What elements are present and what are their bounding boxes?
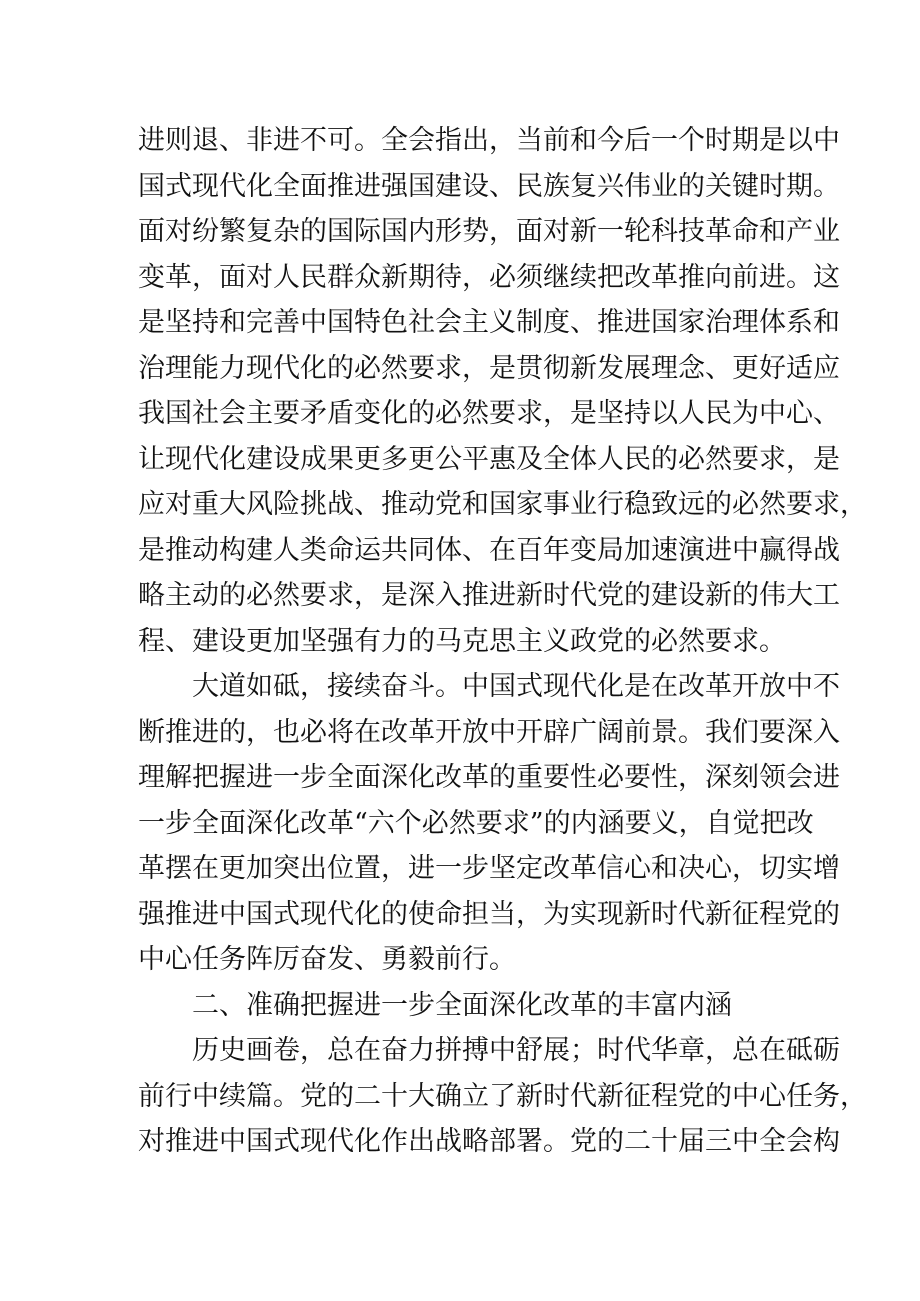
text-line: 革摆在更加突出位置，进一步坚定改革信心和决心，切实增 bbox=[138, 853, 840, 884]
text-line: 略主动的必然要求，是深入推进新时代党的建设新的伟大工 bbox=[138, 580, 840, 611]
section-heading bbox=[138, 983, 798, 1029]
text-line: 是坚持和完善中国特色社会主义制度、推进国家治理体系和 bbox=[138, 307, 840, 338]
text-line: 变革，面对人民群众新期待，必须继续把改革推向前进。这 bbox=[138, 261, 840, 293]
text-line: 对推进中国式现代化作出战略部署。党的二十届三中全会构 bbox=[138, 1126, 840, 1157]
text-line: 程、建设更加坚强有力的马克思主义政党的必然要求。 bbox=[138, 625, 786, 657]
text-line: 大道如砥，接续奋斗。中国式现代化是在改革开放中不 bbox=[192, 671, 840, 702]
text-line: 是推动构建人类命运共同体、在百年变局加速演进中赢得战 bbox=[138, 534, 840, 566]
paragraph-3 bbox=[138, 1028, 867, 1165]
text-line: 中心任务阵厉奋发、勇毅前行。 bbox=[138, 944, 516, 975]
text-line: 让现代化建设成果更多更公平惠及全体人民的必然要求，是 bbox=[138, 443, 840, 475]
text-line: 强推进中国式现代化的使命担当，为实现新时代新征程党的 bbox=[138, 898, 840, 930]
text-line: 治理能力现代化的必然要求，是贯彻新发展理念、更好适应 bbox=[138, 352, 840, 384]
text-line: 理解把握进一步全面深化改革的重要性必要性，深刻领会进 bbox=[138, 762, 840, 793]
text-line: 一步全面深化改革“六个必然要求”的内涵要义，自觉把改 bbox=[138, 807, 814, 839]
text-line: 进则退、非进不可。全会指出，当前和今后一个时期是以中 bbox=[138, 125, 840, 156]
text-line: 我国社会主要矛盾变化的必然要求，是坚持以人民为中心、 bbox=[138, 398, 840, 429]
document-body bbox=[138, 118, 867, 1165]
heading-line: 二、准确把握进一步全面深化改革的丰富内涵 bbox=[192, 989, 732, 1021]
text-line: 面对纷繁复杂的国际国内形势，面对新一轮科技革命和产业 bbox=[138, 216, 840, 247]
paragraph-2 bbox=[138, 664, 840, 983]
text-line: 前行中续篇。党的二十大确立了新时代新征程党的中心任务， bbox=[138, 1080, 867, 1112]
text-line: 国式现代化全面推进强国建设、民族复兴伟业的关键时期。 bbox=[138, 170, 840, 202]
text-line: 应对重大风险挑战、推动党和国家事业行稳致远的必然要求， bbox=[138, 489, 867, 520]
text-line: 断推进的，也必将在改革开放中开辟广阔前景。我们要深入 bbox=[138, 716, 840, 748]
paragraph-1 bbox=[138, 118, 867, 664]
text-line: 历史画卷，总在奋力拼搏中舒展；时代华章，总在砥砺 bbox=[192, 1035, 840, 1066]
